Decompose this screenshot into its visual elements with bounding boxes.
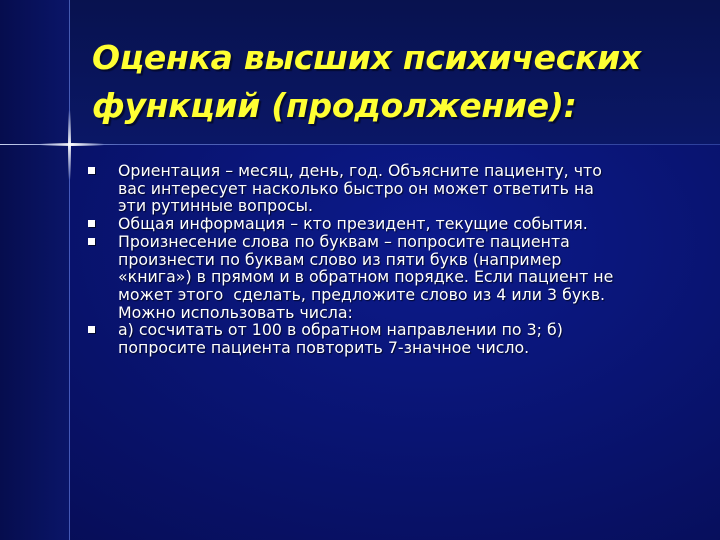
left-band bbox=[0, 0, 69, 540]
bullet-text-line: эти рутинные вопросы. bbox=[118, 196, 314, 216]
bullet-text-line: может этого сделать, предложите слово из 4 или 3 букв. bbox=[118, 284, 606, 304]
bullet-item-counting bbox=[86, 321, 686, 356]
square-bullet-icon bbox=[88, 220, 95, 227]
horizontal-divider bbox=[0, 144, 720, 145]
square-bullet-icon bbox=[88, 326, 95, 333]
sparkle-vertical bbox=[68, 110, 71, 180]
bullet-list bbox=[86, 162, 686, 357]
slide-title bbox=[92, 34, 692, 130]
vertical-divider bbox=[69, 0, 70, 540]
bullet-text-line: попросите пациента повторить 7-значное число. bbox=[118, 338, 530, 358]
bullet-text-line: Общая информация – кто президент, текущие события. bbox=[118, 214, 588, 234]
square-bullet-icon bbox=[88, 167, 95, 174]
sparkle-horizontal bbox=[40, 143, 104, 146]
square-bullet-icon bbox=[88, 238, 95, 245]
bullet-text-line: «книга») в прямом и в обратном порядке. Если пациент не bbox=[118, 267, 614, 287]
slide-title-line-1: Оценка высших психических bbox=[92, 38, 641, 77]
bullet-text-line: Можно использовать числа: bbox=[118, 302, 353, 322]
slide-title-line-2: функций (продолжение): bbox=[92, 86, 577, 125]
bullet-item-spelling bbox=[86, 233, 686, 322]
bullet-text-line: а) сосчитать от 100 в обратном направлении по 3; б) bbox=[118, 320, 563, 340]
bullet-text-line: Ориентация – месяц, день, год. Объясните пациенту, что bbox=[118, 161, 602, 180]
bullet-text-line: вас интересует насколько быстро он может ответить на bbox=[118, 178, 594, 198]
bullet-item-orientation bbox=[86, 162, 686, 215]
bullet-text-line: произнести по буквам слово из пяти букв (например bbox=[118, 249, 562, 269]
bullet-item-general-info bbox=[86, 215, 686, 233]
bullet-text-line: Произнесение слова по буквам – попросите пациента bbox=[118, 231, 570, 251]
